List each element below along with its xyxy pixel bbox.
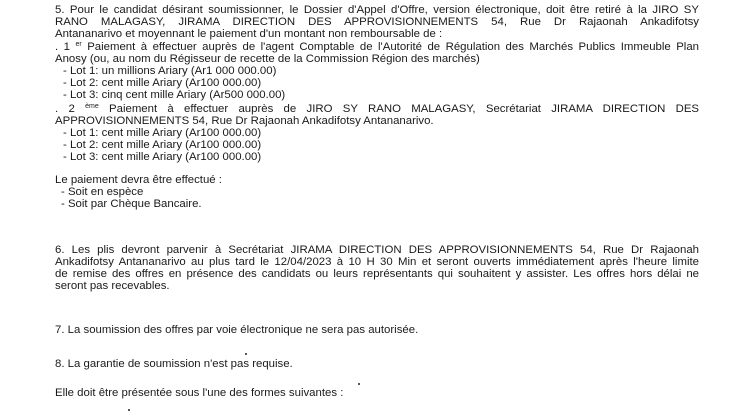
payment-1-text: Paiement à effectuer auprès de l'agent Comptable de l'Autorité de Régulation des Marchés Publics Immeuble Plan	[87, 41, 700, 53]
scan-speck	[358, 383, 360, 385]
scan-speck	[245, 353, 247, 355]
payment-2-lot-1: - Lot 1: cent mille Ariary (Ar100 000.00)	[63, 127, 262, 139]
section-6-line-2: Ankadifotsy Antananarivo au plus tard le 12/04/2023 à 10 H 30 Min et seront ouverts immédiatement après l'heure limite	[55, 256, 699, 268]
payment-mode-cheque: - Soit par Chèque Bancaire.	[61, 198, 202, 210]
payment-1-lot-2: - Lot 2: cent mille Ariary (Ar100 000.00)	[63, 77, 262, 89]
section-5-line-2: RANO MALAGASY, JIRAMA DIRECTION DES APPROVISIONNEMENTS 54, Rue Dr Rajaonah Ankadifotsy	[55, 16, 699, 28]
section-8: 8. La garantie de soumission n'est pas requise.	[55, 358, 293, 370]
section-5-line-1: 5. Pour le candidat désirant soumissionner, le Dossier d'Appel d'Offre, version électronique, doit être retiré à la JIRO SY	[55, 4, 699, 16]
section-7: 7. La soumission des offres par voie électronique ne sera pas autorisée.	[55, 324, 419, 336]
payment-1-lot-1: - Lot 1: un millions Ariary (Ar1 000 000.00)	[63, 65, 277, 77]
section-6-line-4: seront pas recevables.	[55, 280, 170, 292]
payment-2-line-1	[55, 103, 699, 115]
payment-2-line-2: APPROVISIONNEMENTS 54, Rue Dr Rajaonah Ankadifotsy Antananarivo.	[55, 115, 434, 127]
payment-1-ordinal: er	[75, 41, 82, 48]
payment-1-line-1	[55, 41, 699, 53]
section-8-forms-intro: Elle doit être présentée sous l'une des formes suivantes :	[55, 387, 344, 399]
section-5-line-3: Antananarivo et moyennant le paiement d'un montant non remboursable de :	[55, 28, 443, 40]
scan-speck	[128, 409, 130, 411]
payment-2-lot-3: - Lot 3: cent mille Ariary (Ar100 000.00)	[63, 151, 262, 163]
payment-2-ordinal: ème	[85, 103, 99, 110]
section-6-line-3: de remise des offres en présence des candidats ou leurs représentants qui souhaitent y assister. Les offres hors délai ne	[55, 268, 699, 280]
payment-mode-cash: - Soit en espèce	[61, 186, 144, 198]
payment-1-line-2: Anosy (ou, au nom du Régisseur de recette de la Commission Région des marchés)	[55, 53, 480, 65]
payment-2-text: Paiement à effectuer auprès de JIRO SY RANO MALAGASY, Secrétariat JIRAMA DIRECTION DES	[109, 103, 700, 115]
payment-2-number: . 2	[55, 103, 75, 115]
section-6-line-1: 6. Les plis devront parvenir à Secrétariat JIRAMA DIRECTION DES APPROVISIONNEMENTS 54, Rue Dr Rajaonah	[55, 244, 699, 256]
payment-1-lot-3: - Lot 3: cinq cent mille Ariary (Ar500 000.00)	[63, 89, 286, 101]
payment-intro: Le paiement devra être effectué :	[55, 174, 222, 186]
payment-2-lot-2: - Lot 2: cent mille Ariary (Ar100 000.00)	[63, 139, 262, 151]
payment-1-number: . 1	[55, 41, 70, 53]
